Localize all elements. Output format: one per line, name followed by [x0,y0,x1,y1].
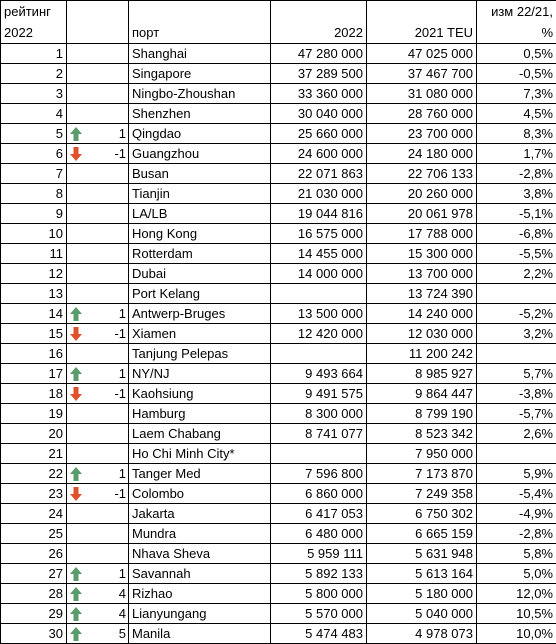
table-row [1,144,556,164]
change-percent-cell: 2,6% [477,424,556,444]
table-row [1,484,556,504]
port-name-cell: Guangzhou [129,144,271,164]
rank-cell: 29 [1,604,67,624]
rank-header-year: 2022 [1,23,67,44]
movement-cell [67,184,129,204]
teu-2021-cell: 17 788 000 [367,224,477,244]
rank-cell: 20 [1,424,67,444]
teu-2022-cell: 22 071 863 [271,164,367,184]
rank-cell: 26 [1,544,67,564]
header-row-1 [1,1,556,24]
rank-cell: 1 [1,44,67,64]
change-percent-cell: -2,8% [477,524,556,544]
table-row [1,404,556,424]
teu-2021-cell: 47 025 000 [367,44,477,64]
port-name-cell: Kaohsiung [129,384,271,404]
teu-2022-cell: 21 030 000 [271,184,367,204]
teu-2022-cell: 12 420 000 [271,324,367,344]
rank-change-value: 1 [119,564,126,583]
port-name-cell: Rotterdam [129,244,271,264]
arrow-down-icon [69,486,83,502]
rank-change-value: 1 [119,464,126,483]
rank-cell: 9 [1,204,67,224]
rank-change-value: 1 [119,124,126,143]
teu-2021-cell: 6 665 159 [367,524,477,544]
movement-cell [67,124,129,144]
teu-2022-cell: 5 570 000 [271,604,367,624]
rank-cell: 6 [1,144,67,164]
port-header-top [129,1,271,24]
teu-2021-cell: 5 631 948 [367,544,477,564]
port-name-cell: Shanghai [129,44,271,64]
movement-cell [67,564,129,584]
port-name-cell: Busan [129,164,271,184]
movement-cell [67,584,129,604]
arrow-down-icon [69,326,83,342]
teu-2022-cell [271,444,367,464]
table-row [1,204,556,224]
teu-2021-cell: 4 978 073 [367,624,477,644]
arrow-up-icon [69,366,83,382]
rank-cell: 18 [1,384,67,404]
movement-cell [67,244,129,264]
change-percent-cell: 2,2% [477,264,556,284]
port-name-cell: Hong Kong [129,224,271,244]
port-name-cell: Ningbo-Zhoushan [129,84,271,104]
teu-2022-cell: 7 596 800 [271,464,367,484]
movement-cell [67,424,129,444]
rank-cell: 3 [1,84,67,104]
movement-cell [67,404,129,424]
teu-2022-cell: 47 280 000 [271,44,367,64]
change-percent-cell: 8,3% [477,124,556,144]
port-name-cell: Dubai [129,264,271,284]
change-percent-cell: 0,5% [477,44,556,64]
table-row [1,324,556,344]
rank-cell: 14 [1,304,67,324]
movement-cell [67,324,129,344]
change-percent-cell: 1,7% [477,144,556,164]
change-header-unit: % [477,23,556,44]
rank-cell: 13 [1,284,67,304]
header-row-2 [1,23,556,44]
change-percent-cell: 5,0% [477,564,556,584]
movement-cell [67,484,129,504]
movement-cell [67,544,129,564]
change-percent-cell [477,344,556,364]
change-percent-cell: 12,0% [477,584,556,604]
movement-cell [67,444,129,464]
rank-cell: 10 [1,224,67,244]
movement-cell [67,304,129,324]
port-name-cell: Tanjung Pelepas [129,344,271,364]
movement-cell [67,344,129,364]
port-name-cell: Tianjin [129,184,271,204]
arrow-down-icon [69,386,83,402]
teu-2022-cell: 14 455 000 [271,244,367,264]
table-row [1,364,556,384]
teu-2021-cell: 7 249 358 [367,484,477,504]
change-percent-cell: 4,5% [477,104,556,124]
table-row [1,104,556,124]
teu-2022-cell [271,344,367,364]
rank-change-value: -1 [114,384,126,403]
teu-2022-cell: 6 480 000 [271,524,367,544]
teu-2022-cell: 37 289 500 [271,64,367,84]
rank-cell: 16 [1,344,67,364]
rank-cell: 15 [1,324,67,344]
rank-change-value: -1 [114,144,126,163]
teu-2021-cell: 9 864 447 [367,384,477,404]
movement-cell [67,204,129,224]
arrow-down-icon [69,146,83,162]
table-row [1,584,556,604]
rank-header: рейтинг [1,1,67,24]
teu-2022-cell: 24 600 000 [271,144,367,164]
movement-cell [67,104,129,124]
change-percent-cell: -5,5% [477,244,556,264]
movement-header-blank [67,23,129,44]
rank-cell: 2 [1,64,67,84]
rank-cell: 24 [1,504,67,524]
arrow-up-icon [69,626,83,642]
table-row [1,564,556,584]
arrow-up-icon [69,466,83,482]
change-percent-cell: -3,8% [477,384,556,404]
port-name-cell: Xiamen [129,324,271,344]
teu-2021-cell: 5 180 000 [367,584,477,604]
change-percent-cell: 10,0% [477,624,556,644]
teu-2021-cell: 22 706 133 [367,164,477,184]
y2021-header: 2021 TEU [367,23,477,44]
teu-2022-cell: 13 500 000 [271,304,367,324]
teu-2021-cell: 13 700 000 [367,264,477,284]
teu-2021-cell: 5 040 000 [367,604,477,624]
y2022-header-top [271,1,367,24]
teu-2022-cell: 9 491 575 [271,384,367,404]
change-header: изм 22/21, [477,1,556,24]
y2022-header: 2022 [271,23,367,44]
teu-2022-cell: 6 417 053 [271,504,367,524]
rank-change-value: 4 [119,584,126,603]
teu-2021-cell: 12 030 000 [367,324,477,344]
port-name-cell: Savannah [129,564,271,584]
rank-cell: 17 [1,364,67,384]
rank-cell: 12 [1,264,67,284]
teu-2021-cell: 8 523 342 [367,424,477,444]
rank-cell: 5 [1,124,67,144]
change-percent-cell: -0,5% [477,64,556,84]
teu-2021-cell: 7 173 870 [367,464,477,484]
teu-2022-cell: 19 044 816 [271,204,367,224]
teu-2022-cell: 5 959 111 [271,544,367,564]
movement-cell [67,284,129,304]
teu-2021-cell: 20 260 000 [367,184,477,204]
teu-2022-cell: 6 860 000 [271,484,367,504]
movement-cell [67,364,129,384]
table-row [1,384,556,404]
change-percent-cell: -5,1% [477,204,556,224]
movement-cell [67,504,129,524]
movement-cell [67,164,129,184]
teu-2021-cell: 6 750 302 [367,504,477,524]
arrow-up-icon [69,606,83,622]
rank-change-value: -1 [114,324,126,343]
movement-cell [67,64,129,84]
change-percent-cell: -6,8% [477,224,556,244]
change-percent-cell [477,284,556,304]
arrow-up-icon [69,566,83,582]
table-row [1,624,556,644]
y2021-header-top [367,1,477,24]
port-name-cell: Rizhao [129,584,271,604]
teu-2022-cell: 33 360 000 [271,84,367,104]
table-row [1,224,556,244]
rank-cell: 11 [1,244,67,264]
movement-cell [67,224,129,244]
port-name-cell: Lianyungang [129,604,271,624]
teu-2021-cell: 20 061 978 [367,204,477,224]
table-row [1,444,556,464]
table-row [1,344,556,364]
port-name-cell: NY/NJ [129,364,271,384]
port-name-cell: LA/LB [129,204,271,224]
port-name-cell: Manila [129,624,271,644]
port-name-cell: Nhava Sheva [129,544,271,564]
teu-2021-cell: 8 799 190 [367,404,477,424]
teu-2022-cell: 9 493 664 [271,364,367,384]
teu-2022-cell [271,284,367,304]
rank-change-value: -1 [114,484,126,503]
port-name-cell: Port Kelang [129,284,271,304]
rank-cell: 19 [1,404,67,424]
change-percent-cell: 3,8% [477,184,556,204]
change-percent-cell: -4,9% [477,504,556,524]
movement-cell [67,84,129,104]
change-percent-cell: 5,8% [477,544,556,564]
table-row [1,244,556,264]
table-row [1,84,556,104]
table-row [1,124,556,144]
port-header: порт [129,23,271,44]
port-name-cell: Mundra [129,524,271,544]
teu-2021-cell: 24 180 000 [367,144,477,164]
change-percent-cell: 5,7% [477,364,556,384]
rank-cell: 25 [1,524,67,544]
teu-2021-cell: 31 080 000 [367,84,477,104]
port-name-cell: Ho Chi Minh City* [129,444,271,464]
teu-2022-cell: 14 000 000 [271,264,367,284]
movement-cell [67,44,129,64]
movement-cell [67,144,129,164]
movement-cell [67,524,129,544]
teu-2021-cell: 14 240 000 [367,304,477,324]
rank-cell: 27 [1,564,67,584]
port-name-cell: Singapore [129,64,271,84]
table-row [1,504,556,524]
rank-cell: 30 [1,624,67,644]
change-percent-cell: -5,2% [477,304,556,324]
teu-2021-cell: 28 760 000 [367,104,477,124]
movement-cell [67,624,129,644]
rank-change-value: 1 [119,364,126,383]
movement-cell [67,384,129,404]
table-row [1,164,556,184]
movement-header [67,1,129,24]
teu-2022-cell: 5 800 000 [271,584,367,604]
teu-2021-cell: 5 613 164 [367,564,477,584]
change-percent-cell: 5,9% [477,464,556,484]
table-row [1,604,556,624]
table-row [1,44,556,64]
movement-cell [67,604,129,624]
rank-change-value: 4 [119,604,126,623]
change-percent-cell: 3,2% [477,324,556,344]
rank-cell: 8 [1,184,67,204]
port-name-cell: Shenzhen [129,104,271,124]
teu-2021-cell: 8 985 927 [367,364,477,384]
change-percent-cell: 7,3% [477,84,556,104]
teu-2021-cell: 23 700 000 [367,124,477,144]
teu-2022-cell: 16 575 000 [271,224,367,244]
rank-cell: 7 [1,164,67,184]
movement-cell [67,264,129,284]
teu-2021-cell: 15 300 000 [367,244,477,264]
arrow-up-icon [69,306,83,322]
rank-cell: 23 [1,484,67,504]
table-row [1,184,556,204]
table-row [1,264,556,284]
teu-2022-cell: 5 474 483 [271,624,367,644]
teu-2022-cell: 30 040 000 [271,104,367,124]
change-percent-cell: 10,5% [477,604,556,624]
port-name-cell: Hamburg [129,404,271,424]
rank-cell: 21 [1,444,67,464]
teu-2022-cell: 5 892 133 [271,564,367,584]
port-name-cell: Qingdao [129,124,271,144]
change-percent-cell: -5,4% [477,484,556,504]
table-row [1,284,556,304]
arrow-up-icon [69,126,83,142]
rank-cell: 4 [1,104,67,124]
port-name-cell: Laem Chabang [129,424,271,444]
change-percent-cell: -2,8% [477,164,556,184]
rank-change-value: 1 [119,304,126,323]
teu-2022-cell: 8 300 000 [271,404,367,424]
table-row [1,64,556,84]
rank-cell: 28 [1,584,67,604]
table-row [1,524,556,544]
port-name-cell: Jakarta [129,504,271,524]
rank-change-value: 5 [119,624,126,643]
table-row [1,424,556,444]
teu-2021-cell: 13 724 390 [367,284,477,304]
port-name-cell: Antwerp-Bruges [129,304,271,324]
rank-cell: 22 [1,464,67,484]
arrow-up-icon [69,586,83,602]
teu-2021-cell: 37 467 700 [367,64,477,84]
port-name-cell: Tanger Med [129,464,271,484]
teu-2021-cell: 11 200 242 [367,344,477,364]
table-row [1,464,556,484]
port-name-cell: Colombo [129,484,271,504]
teu-2021-cell: 7 950 000 [367,444,477,464]
table-row [1,304,556,324]
movement-cell [67,464,129,484]
teu-2022-cell: 8 741 077 [271,424,367,444]
table-row [1,544,556,564]
change-percent-cell [477,444,556,464]
change-percent-cell: -5,7% [477,404,556,424]
teu-2022-cell: 25 660 000 [271,124,367,144]
